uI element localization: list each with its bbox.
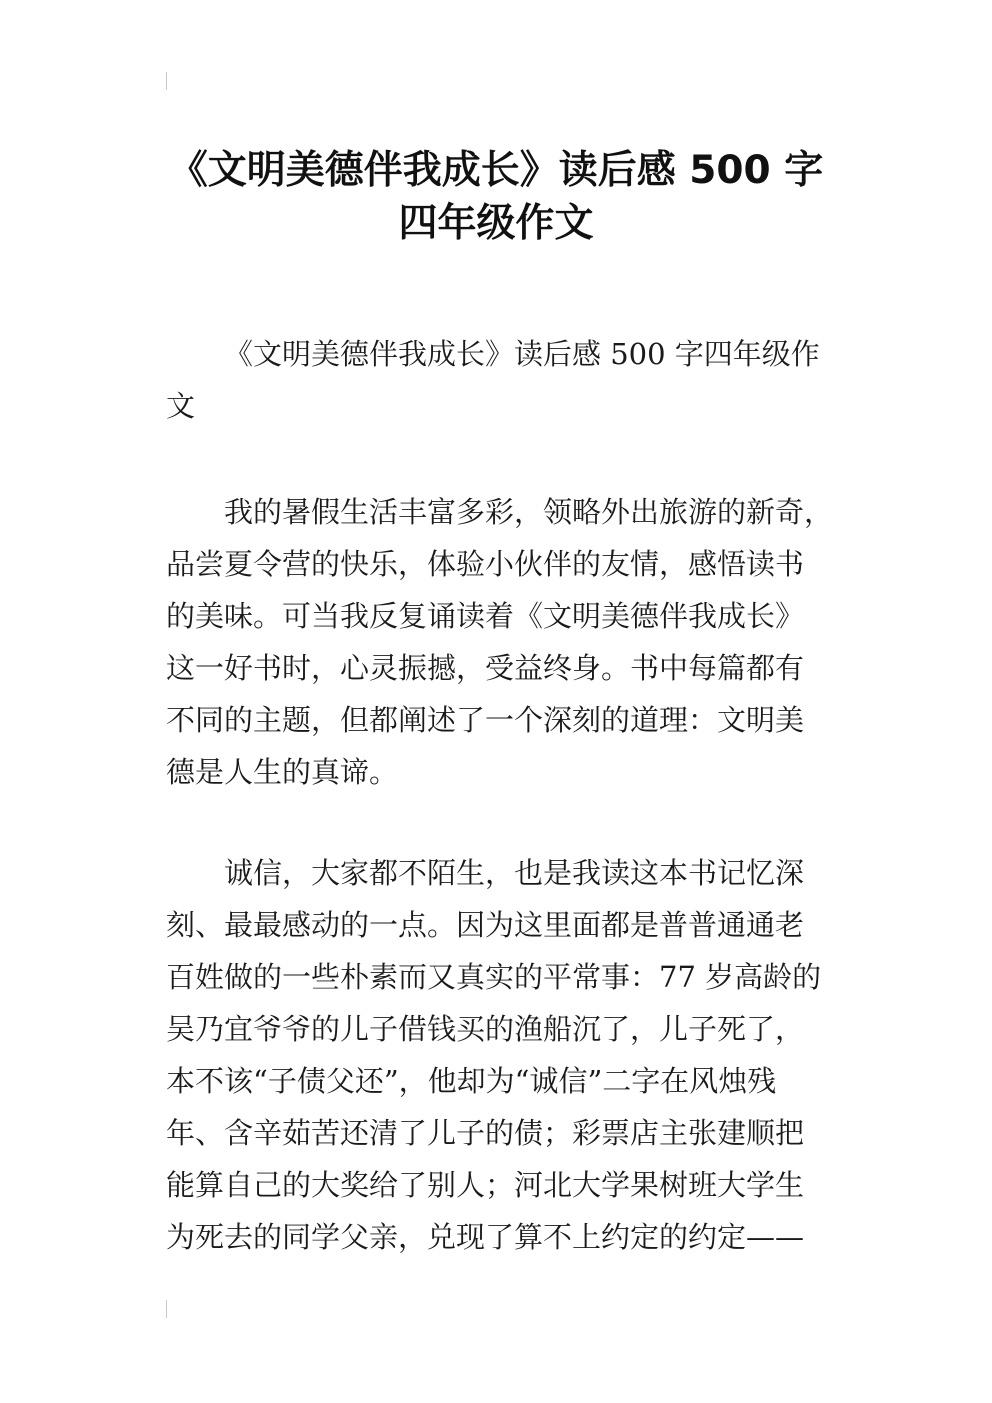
paragraph-line: 的美味。可当我反复诵读着《文明美德伴我成长》 — [166, 599, 805, 633]
paragraph-line: 《文明美德伴我成长》读后感 500 字四年级作 — [224, 337, 820, 371]
paragraph-line: 不同的主题，但都阐述了一个深刻的道理：文明美 — [166, 703, 805, 737]
paragraph-line: 年、含辛茹苦还清了儿子的债；彩票店主张建顺把 — [166, 1116, 805, 1150]
page-corner-mark-top — [166, 72, 167, 90]
paragraph-line: 百姓做的一些朴素而又真实的平常事：77 岁高龄的 — [166, 960, 822, 994]
paragraph-line: 能算自己的大奖给了别人；河北大学果树班大学生 — [166, 1168, 805, 1202]
paragraph-line: 我的暑假生活丰富多彩，领略外出旅游的新奇， — [224, 495, 834, 529]
paragraph-line: 本不该“子债父还”，他却为“诚信”二字在风烛残 — [166, 1064, 777, 1098]
paragraph-1 — [166, 486, 834, 798]
paragraph-heading — [166, 328, 830, 432]
paragraph-line: 这一好书时，心灵振撼，受益终身。书中每篇都有 — [166, 651, 805, 685]
paragraph-line: 德是人生的真谛。 — [166, 755, 399, 789]
title-line-2: 四年级作文 — [398, 201, 594, 247]
page-corner-mark-bottom — [166, 1300, 167, 1318]
paragraph-2 — [166, 847, 830, 1263]
paragraph-line: 品尝夏令营的快乐，体验小伙伴的友情，感悟读书 — [166, 547, 805, 581]
paragraph-line: 诚信，大家都不陌生，也是我读这本书记忆深 — [224, 856, 805, 890]
paragraph-line: 吴乃宜爷爷的儿子借钱买的渔船沉了，儿子死了， — [166, 1012, 805, 1046]
paragraph-line: 文 — [166, 389, 196, 423]
title-line-1: 《文明美德伴我成长》读后感 500 字 — [168, 148, 824, 194]
paragraph-line: 刻、最最感动的一点。因为这里面都是普普通通老 — [166, 908, 805, 942]
document-title — [150, 144, 842, 250]
paragraph-line: 为死去的同学父亲，兑现了算不上约定的约定—— — [166, 1220, 805, 1254]
